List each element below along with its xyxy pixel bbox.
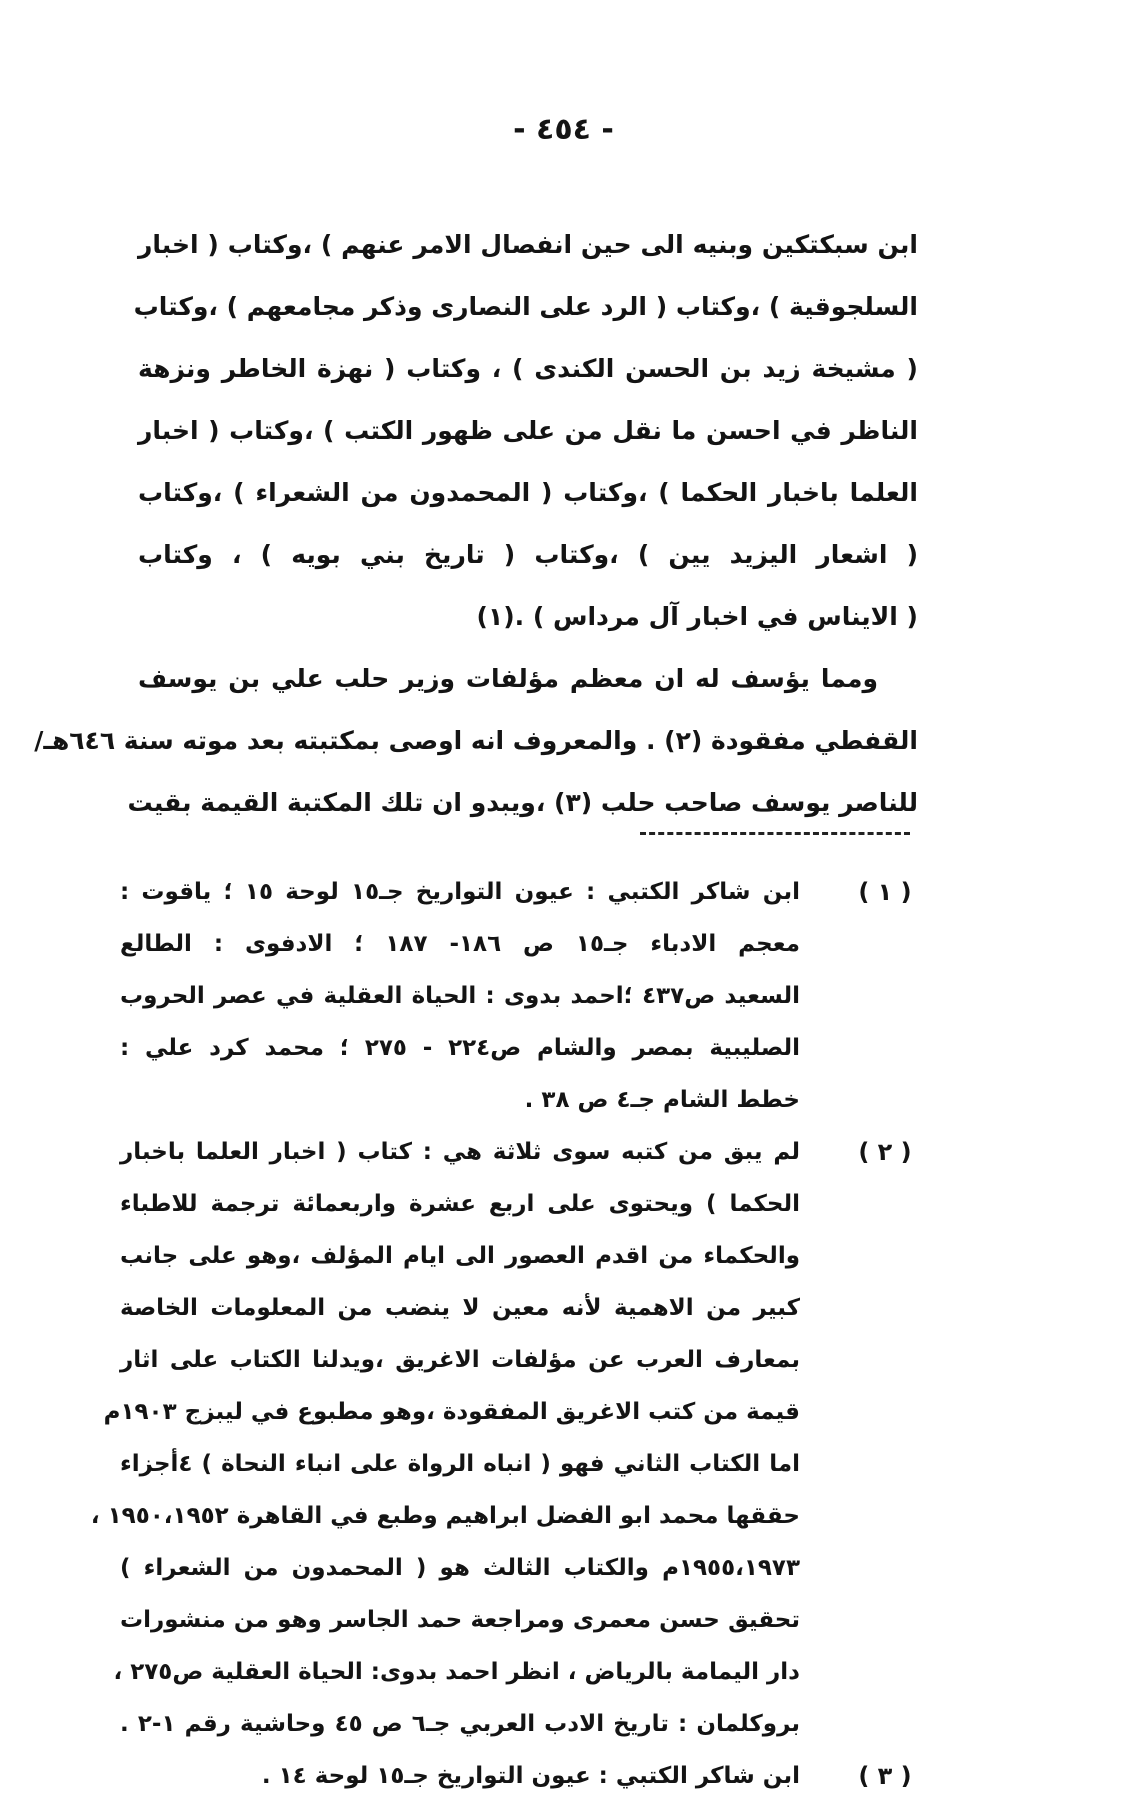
footnote-line: قيمة من كتب الاغريق المفقودة ،وهو مطبوع في ليبزج ١٩٠٣م	[103, 1399, 800, 1425]
footnote-line: ابن شاكر الكتبي : عيون التواريخ جـ١٥ لوحة ١٤ .	[261, 1763, 800, 1789]
footnote-line: اما الكتاب الثاني فهو ( انباه الرواة على انباء النحاة ) ٤أجزاء	[120, 1451, 800, 1477]
footnote-line: الصليبية بمصر والشام ص٢٢٤ - ٢٧٥ ؛ محمد كرد علي :	[120, 1035, 801, 1061]
footnote-separator	[640, 832, 910, 835]
footnotes	[90, 866, 920, 1802]
footnote-line: ابن شاكر الكتبي : عيون التواريخ جـ١٥ لوحة ١٥ ؛ ياقوت :	[120, 879, 800, 905]
footnote-line: لم يبق من كتبه سوى ثلاثة هي : كتاب ( اخبار العلما باخبار	[120, 1139, 800, 1165]
body-line: القفطي مفقودة (٢) . والمعروف انه اوصى بمكتبته بعد موته سنة ٦٤٦هـ/	[34, 726, 918, 755]
body-line: العلما باخبار الحكما ) ،وكتاب ( المحمدون من الشعراء ) ،وكتاب	[138, 478, 918, 507]
footnote-line: خطط الشام جـ٤ ص ٣٨ .	[524, 1087, 800, 1113]
footnote-line: بروكلمان : تاريخ الادب العربي جـ٦ ص ٤٥ وحاشية رقم ١-٢ .	[120, 1711, 801, 1737]
body-line: السلجوقية ) ،وكتاب ( الرد على النصارى وذكر مجامعهم ) ،وكتاب	[133, 292, 918, 321]
footnote-marker: ( ١ )	[858, 878, 912, 906]
footnote-line: كبير من الاهمية لأنه معين لا ينضب من المعلومات الخاصة	[120, 1295, 800, 1321]
footnote-marker: ( ٢ )	[858, 1138, 912, 1166]
body-line: ابن سبكتكين وبنيه الى حين انفصال الامر عنهم ) ،وكتاب ( اخبار	[138, 230, 918, 259]
body-line: ( الايناس في اخبار آل مرداس ) .(١)	[476, 602, 918, 631]
page-number: - ٤٥٤ -	[513, 112, 614, 147]
footnote-line: بمعارف العرب عن مؤلفات الاغريق ،ويدلنا الكتاب على اثار	[120, 1347, 800, 1373]
body-line: ( اشعار اليزيد يين ) ،وكتاب ( تاريخ بني بويه ) ، وكتاب	[138, 540, 918, 569]
footnote-line: السعيد ص٤٣٧ ؛احمد بدوى : الحياة العقلية في عصر الحروب	[120, 983, 800, 1009]
body-line: ومما يؤسف له ان معظم مؤلفات وزير حلب علي بن يوسف	[138, 664, 878, 693]
footnote-3	[120, 1750, 920, 1802]
footnote-1	[120, 866, 920, 1126]
footnote-line: تحقيق حسن معمرى ومراجعة حمد الجاسر وهو من منشورات	[120, 1607, 800, 1633]
footnote-line: دار اليمامة بالرياض ، انظر احمد بدوى: الحياة العقلية ص٢٧٥ ،	[113, 1659, 800, 1685]
body-line: للناصر يوسف صاحب حلب (٣) ،ويبدو ان تلك المكتبة القيمة بقيت	[127, 788, 918, 817]
body-line: ( مشيخة زيد بن الحسن الكندى ) ، وكتاب ( نهزة الخاطر ونزهة	[138, 354, 918, 383]
footnote-marker: ( ٣ )	[858, 1762, 912, 1790]
footnote-line: الحكما ) ويحتوى على اربع عشرة واربعمائة ترجمة للاطباء	[120, 1191, 800, 1217]
body-text	[34, 214, 918, 834]
footnote-line: ١٩٥٥،١٩٧٣م والكتاب الثالث هو ( المحمدون من الشعراء )	[120, 1555, 800, 1581]
footnote-line: حققها محمد ابو الفضل ابراهيم وطبع في القاهرة ١٩٥٠،١٩٥٢ ،	[90, 1503, 800, 1529]
footnote-2	[90, 1126, 920, 1750]
footnote-line: معجم الادباء جـ١٥ ص ١٨٦- ١٨٧ ؛ الادفوى : الطالع	[120, 931, 800, 957]
body-line: الناظر في احسن ما نقل من على ظهور الكتب ) ،وكتاب ( اخبار	[138, 416, 918, 445]
footnote-line: والحكماء من اقدم العصور الى ايام المؤلف ،وهو على جانب	[120, 1243, 800, 1269]
